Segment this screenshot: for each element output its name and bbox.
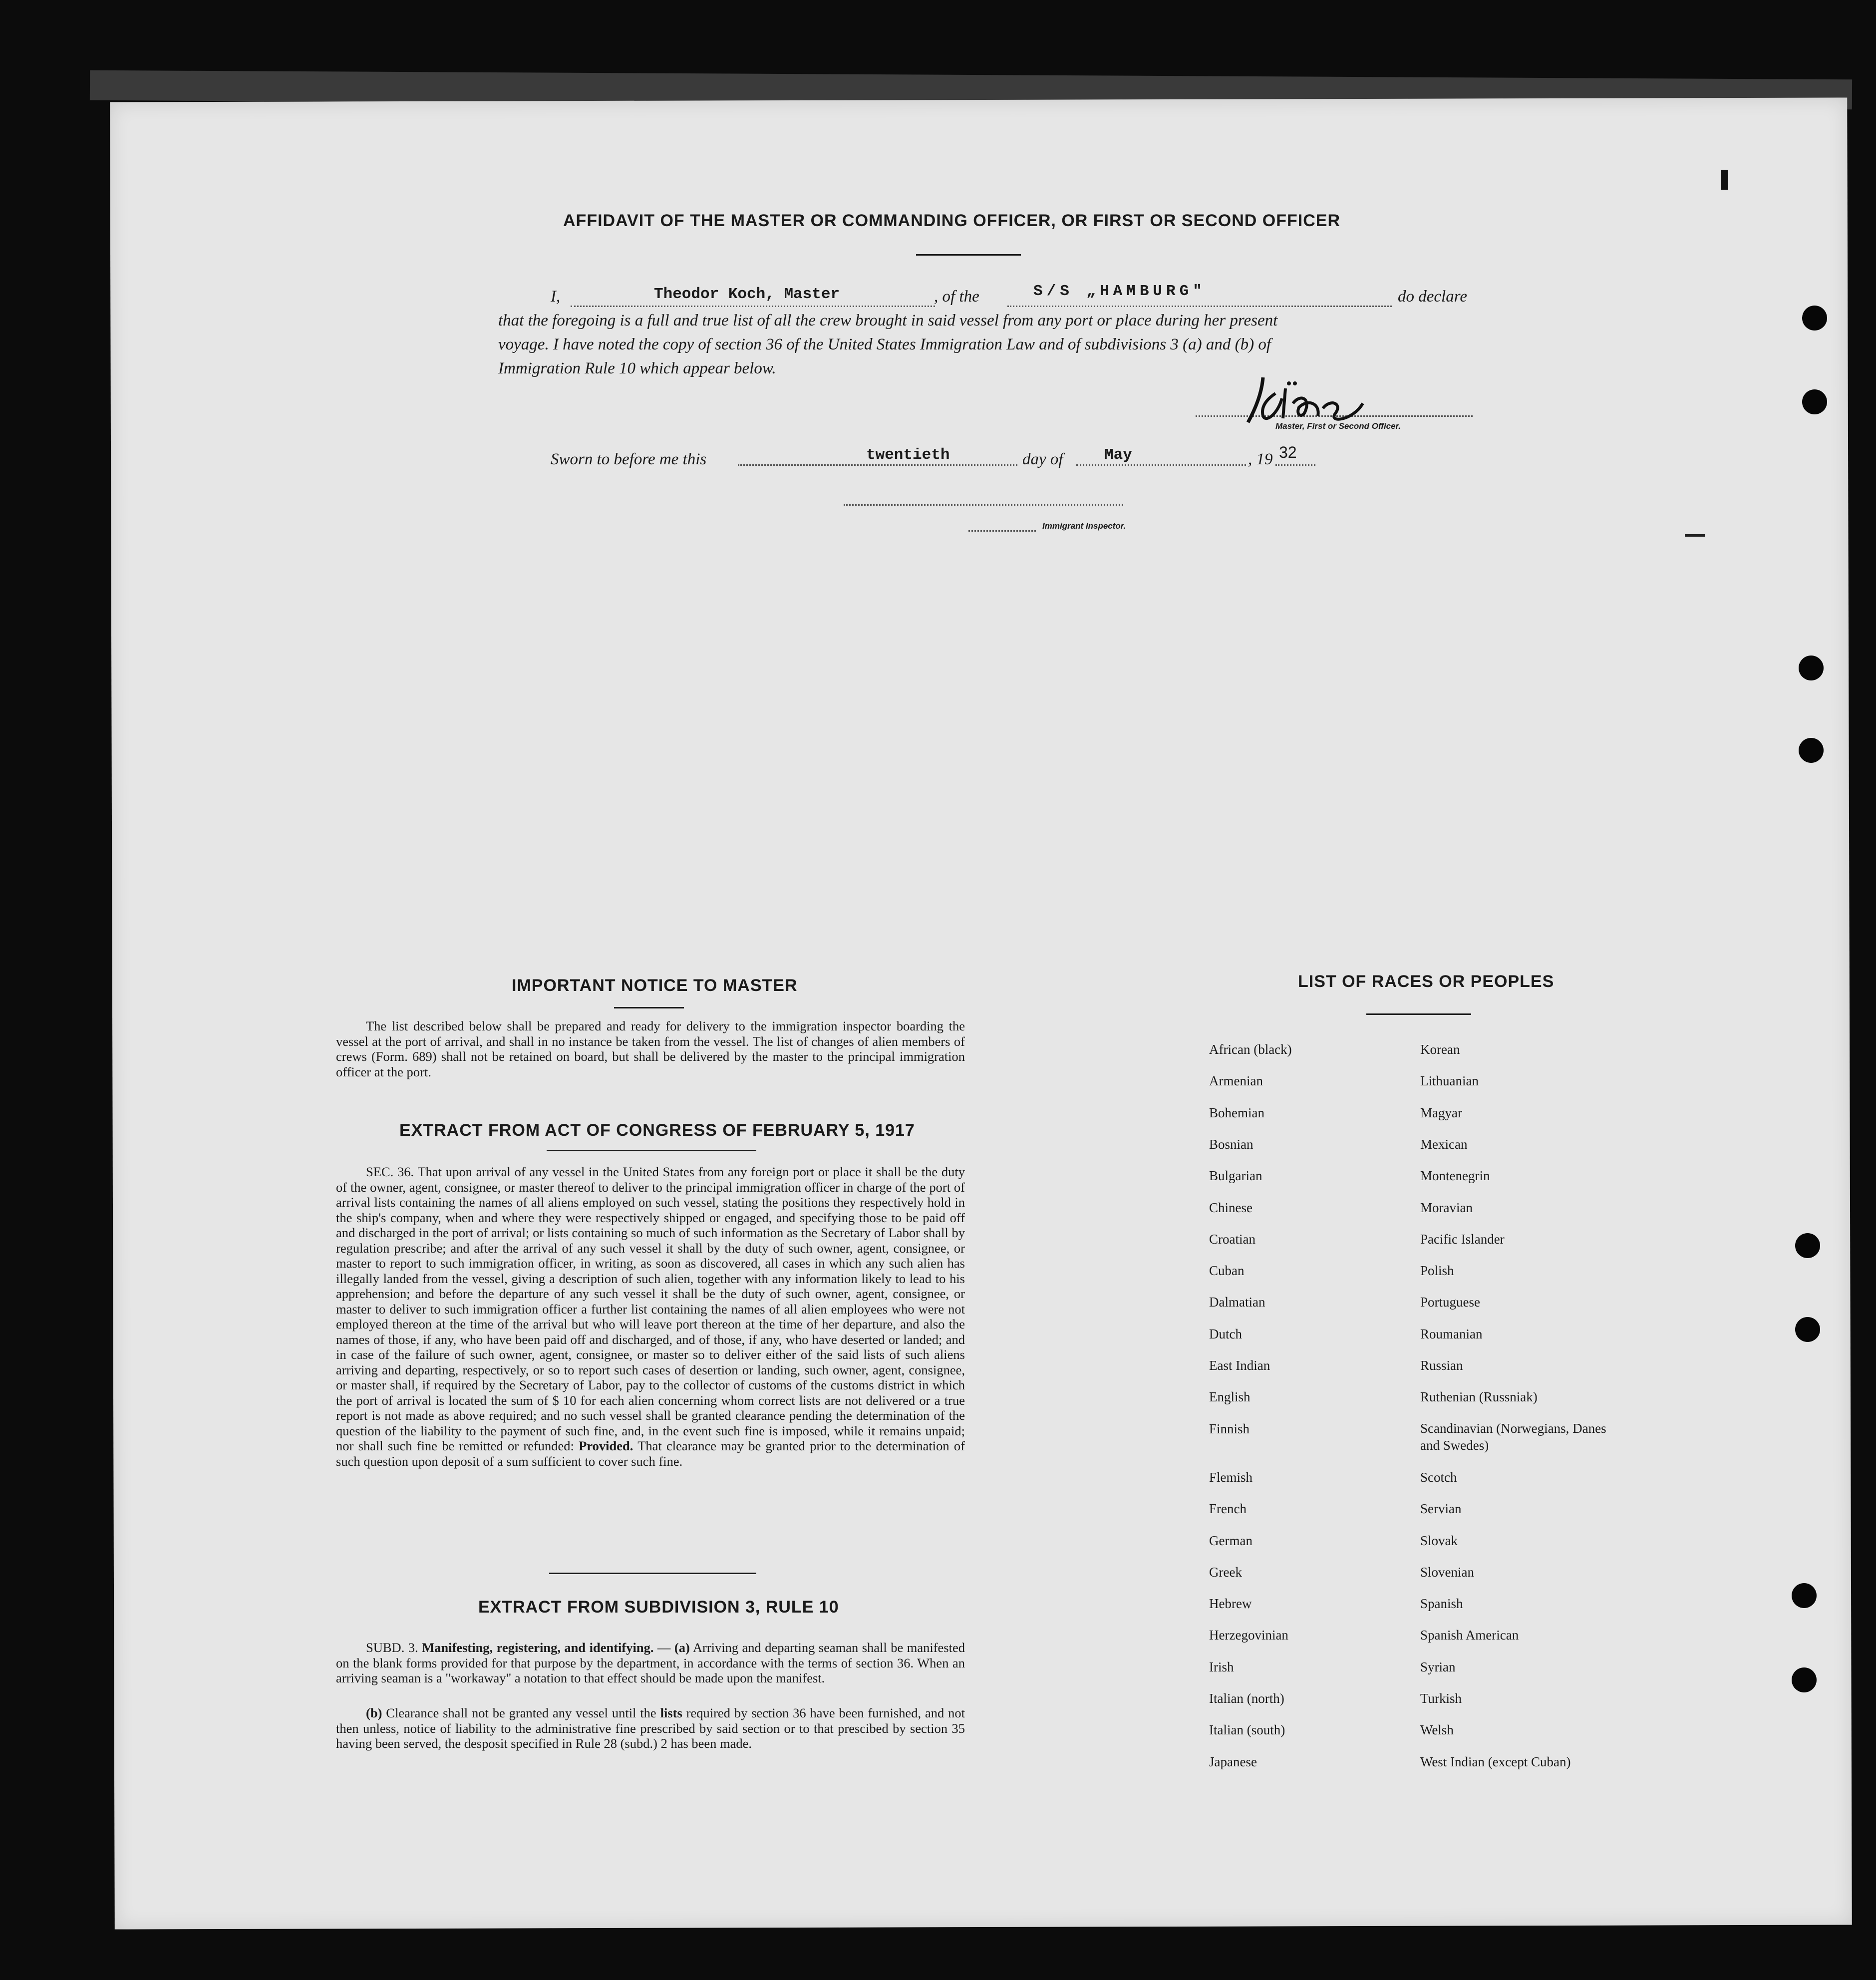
punch-hole bbox=[1792, 1667, 1817, 1692]
master-signature bbox=[1233, 368, 1383, 428]
rule10-b-label: (b) bbox=[366, 1705, 382, 1720]
sworn-month: May bbox=[1104, 446, 1132, 464]
sworn-year: 32 bbox=[1279, 443, 1297, 461]
inspector-dotline bbox=[844, 504, 1123, 506]
punch-hole bbox=[1795, 1233, 1820, 1258]
rule10-dash: — bbox=[653, 1640, 674, 1655]
day-of-text: day of bbox=[1022, 450, 1063, 468]
year-prefix: , 19 bbox=[1248, 450, 1273, 468]
do-declare-text: do declare bbox=[1398, 288, 1467, 306]
punch-hole bbox=[1799, 656, 1824, 680]
sworn-prefix: Sworn to before me this bbox=[551, 450, 707, 468]
affidavit-line-2: that the foregoing is a full and true list of all the crew brought in said vessel from any port or place during her present bbox=[498, 312, 1278, 330]
race-item: Moravian bbox=[1420, 1200, 1473, 1215]
race-item: African (black) bbox=[1209, 1042, 1292, 1057]
vessel-name: S/S „HAMBURG" bbox=[1033, 283, 1206, 300]
notice-title: IMPORTANT NOTICE TO MASTER bbox=[512, 976, 798, 995]
affidavit-title: AFFIDAVIT OF THE MASTER OR COMMANDING OFFICER, OR FIRST OR SECOND OFFICER bbox=[563, 211, 1340, 230]
race-item: Russian bbox=[1420, 1358, 1463, 1373]
punch-hole bbox=[1799, 738, 1824, 763]
race-item: Hebrew bbox=[1209, 1596, 1252, 1612]
punch-hole bbox=[1802, 389, 1827, 414]
race-item: West Indian (except Cuban) bbox=[1420, 1754, 1571, 1769]
punch-hole bbox=[1802, 306, 1827, 330]
race-item: Roumanian bbox=[1420, 1326, 1483, 1341]
notice-rule bbox=[614, 1007, 684, 1008]
race-item: Turkish bbox=[1420, 1691, 1462, 1706]
race-item: French bbox=[1209, 1501, 1247, 1517]
notice-text: The list described below shall be prepared and ready for delivery to the immigration inspector boarding the vessel at the port of arrival, and shall in no instance be taken from the vessel. The list of changes of alien members of crews (Form. 689) shall not be retained on board, but shall be delivered by the master to the principal immigration officer at the port. bbox=[336, 1018, 965, 1079]
rule10-title: EXTRACT FROM SUBDIVISION 3, RULE 10 bbox=[478, 1598, 839, 1617]
race-item: Slovak bbox=[1420, 1533, 1458, 1548]
race-item: Dalmatian bbox=[1209, 1295, 1265, 1310]
scan-mark bbox=[1721, 170, 1728, 190]
inspector-caption-dotline bbox=[968, 530, 1036, 532]
affidavit-line-3: voyage. I have noted the copy of section 36 of the United States Immigration Law and of subdivisions 3 (a) and (b) of bbox=[498, 335, 1271, 353]
signature-caption: Master, First or Second Officer. bbox=[1275, 421, 1401, 431]
race-item: Servian bbox=[1420, 1501, 1462, 1517]
race-item: Polish bbox=[1420, 1263, 1454, 1279]
rule10-b-lists: lists bbox=[660, 1705, 682, 1720]
race-item: Finnish bbox=[1209, 1421, 1250, 1436]
act-provided: Provided. bbox=[579, 1438, 633, 1453]
act-text-end: That clearance may be granted prior to the determination of such question upon deposit of a sum sufficient to cover such fine. bbox=[336, 1438, 965, 1469]
races-title: LIST OF RACES OR PEOPLES bbox=[1298, 972, 1555, 991]
rule10-b-text2: required by section 36 have been furnished, and not then unless, notice of liability to the administrative fine prescribed by said section or to that prescibed by section 35 having been served, the desposit specified in Rule 28 (subd.) 2 has been made. bbox=[336, 1705, 965, 1751]
race-item: Bosnian bbox=[1209, 1136, 1253, 1152]
rule10-a-text: Arriving and departing seaman shall be manifested on the blank forms provided for that purpose by the department, in accordance with the terms of section 36. When an arriving seaman is a "workaway" a notation to that effect should be made upon the manifest. bbox=[336, 1640, 965, 1685]
master-name: Theodor Koch, Master bbox=[654, 286, 840, 303]
affidavit-pre-name: I, bbox=[551, 288, 561, 306]
race-item: Croatian bbox=[1209, 1231, 1255, 1247]
name-dotline bbox=[571, 306, 935, 307]
year-dotline bbox=[1275, 464, 1315, 466]
rule10-a bbox=[336, 1640, 965, 1686]
race-item: Chinese bbox=[1209, 1200, 1252, 1215]
race-item: Italian (north) bbox=[1209, 1691, 1284, 1706]
rule10-top-rule bbox=[549, 1573, 756, 1574]
race-item: Montenegrin bbox=[1420, 1168, 1490, 1184]
race-item: German bbox=[1209, 1533, 1252, 1548]
race-item: Spanish bbox=[1420, 1596, 1463, 1612]
race-item: Spanish American bbox=[1420, 1628, 1519, 1643]
race-item: Italian (south) bbox=[1209, 1722, 1285, 1738]
act-rule bbox=[547, 1150, 756, 1151]
race-item: Scotch bbox=[1420, 1469, 1457, 1485]
rule10-subd: SUBD. 3. bbox=[366, 1640, 418, 1655]
race-item: Greek bbox=[1209, 1564, 1242, 1580]
race-item: Herzegovinian bbox=[1209, 1628, 1288, 1643]
punch-hole bbox=[1795, 1317, 1820, 1342]
race-item: Japanese bbox=[1209, 1754, 1257, 1769]
race-item: Syrian bbox=[1420, 1659, 1456, 1674]
race-item: Korean bbox=[1420, 1042, 1460, 1057]
race-item: Bohemian bbox=[1209, 1105, 1264, 1120]
race-item: Dutch bbox=[1209, 1326, 1242, 1341]
act-text bbox=[336, 1164, 965, 1469]
title-rule bbox=[916, 254, 1021, 256]
scan-mark bbox=[1685, 534, 1705, 537]
race-item: English bbox=[1209, 1389, 1251, 1405]
vessel-dotline bbox=[1007, 306, 1392, 307]
sworn-month-dotline bbox=[1076, 464, 1246, 466]
punch-hole bbox=[1792, 1583, 1817, 1608]
race-item: East Indian bbox=[1209, 1358, 1270, 1373]
act-title: EXTRACT FROM ACT OF CONGRESS OF FEBRUARY 5, 1917 bbox=[399, 1121, 915, 1140]
race-item: Armenian bbox=[1209, 1073, 1263, 1089]
race-item: Pacific Islander bbox=[1420, 1231, 1505, 1247]
rule10-heading: Manifesting, registering, and identifying. bbox=[422, 1640, 654, 1655]
race-item: Flemish bbox=[1209, 1469, 1253, 1485]
inspector-caption: Immigrant Inspector. bbox=[1042, 521, 1126, 531]
rule10-b-text1: Clearance shall not be granted any vessel until the bbox=[386, 1705, 656, 1720]
race-item: Irish bbox=[1209, 1659, 1234, 1674]
sworn-day: twentieth bbox=[866, 446, 950, 464]
race-item: Lithuanian bbox=[1420, 1073, 1479, 1089]
race-item: Slovenian bbox=[1420, 1564, 1474, 1580]
rule10-b bbox=[336, 1705, 965, 1751]
races-rule bbox=[1366, 1013, 1471, 1015]
act-text-main: SEC. 36. That upon arrival of any vessel in the United States from any foreign port or place it shall be the duty of the owner, agent, consignee, or master thereof to deliver to the principal immigration officer in charge of the port of arrival lists containing the names of all aliens employed on such vessel, stating the positions they respectively hold in the ship's company, when and where they were respectively shipped or engaged, and specifying those to be paid off and discharged in the port of arrival; or lists containing so much of such information as the Secretary of Labor shall by regulation prescribe; and after the arrival of any such vessel it shall by the duty of such owner, agent, consignee, or master to report to such immigration officer, in writing, as soon as discovered, all cases in which any such alien has illegally landed from the vessel, giving a description of such alien, together with any information likely to lead to his apprehension; and before the departure of any such vessel it shall be the duty of such owner, agent, consignee, or master to deliver to such immigration officer a further list containing the names of all alien employees who were not employed thereon at the time of the arrival but who will leave port thereon at the time of her departure, and also the names of those, if any, who have been paid off and discharged, and of those, if any, who have deserted or landed; and in case of the failure of such owner, agent, consignee, or master so to deliver either of the said lists of such aliens arriving and departing, respectively, or so to report such cases of desertion or landing, such owner, agent, consignee, or master shall, if required by the Secretary of Labor, pay to the collector of customs of the customs district in which the port of arrival is located the sum of $ 10 for each alien concerning whom correct lists are not delivered or a true report is not made as above required; and no such vessel shall be granted clearance pending the determination of the question of the liability to the payment of such fine, and, in the event such fine is imposed, while it remains unpaid; nor shall such fine be remitted or refunded: bbox=[336, 1164, 965, 1453]
race-item: Welsh bbox=[1420, 1722, 1454, 1738]
race-item: Magyar bbox=[1420, 1105, 1462, 1120]
race-item: Bulgarian bbox=[1209, 1168, 1262, 1184]
of-the-text: , of the bbox=[934, 288, 979, 306]
affidavit-line-4: Immigration Rule 10 which appear below. bbox=[498, 359, 776, 377]
race-item: Mexican bbox=[1420, 1136, 1468, 1152]
race-item: Cuban bbox=[1209, 1263, 1245, 1279]
sworn-day-dotline bbox=[738, 464, 1017, 466]
race-item: Scandinavian (Norwegians, Danes and Swedes) bbox=[1420, 1420, 1606, 1453]
race-item: Ruthenian (Russniak) bbox=[1420, 1389, 1538, 1405]
race-item: Portuguese bbox=[1420, 1295, 1480, 1310]
rule10-a-label: (a) bbox=[674, 1640, 690, 1655]
